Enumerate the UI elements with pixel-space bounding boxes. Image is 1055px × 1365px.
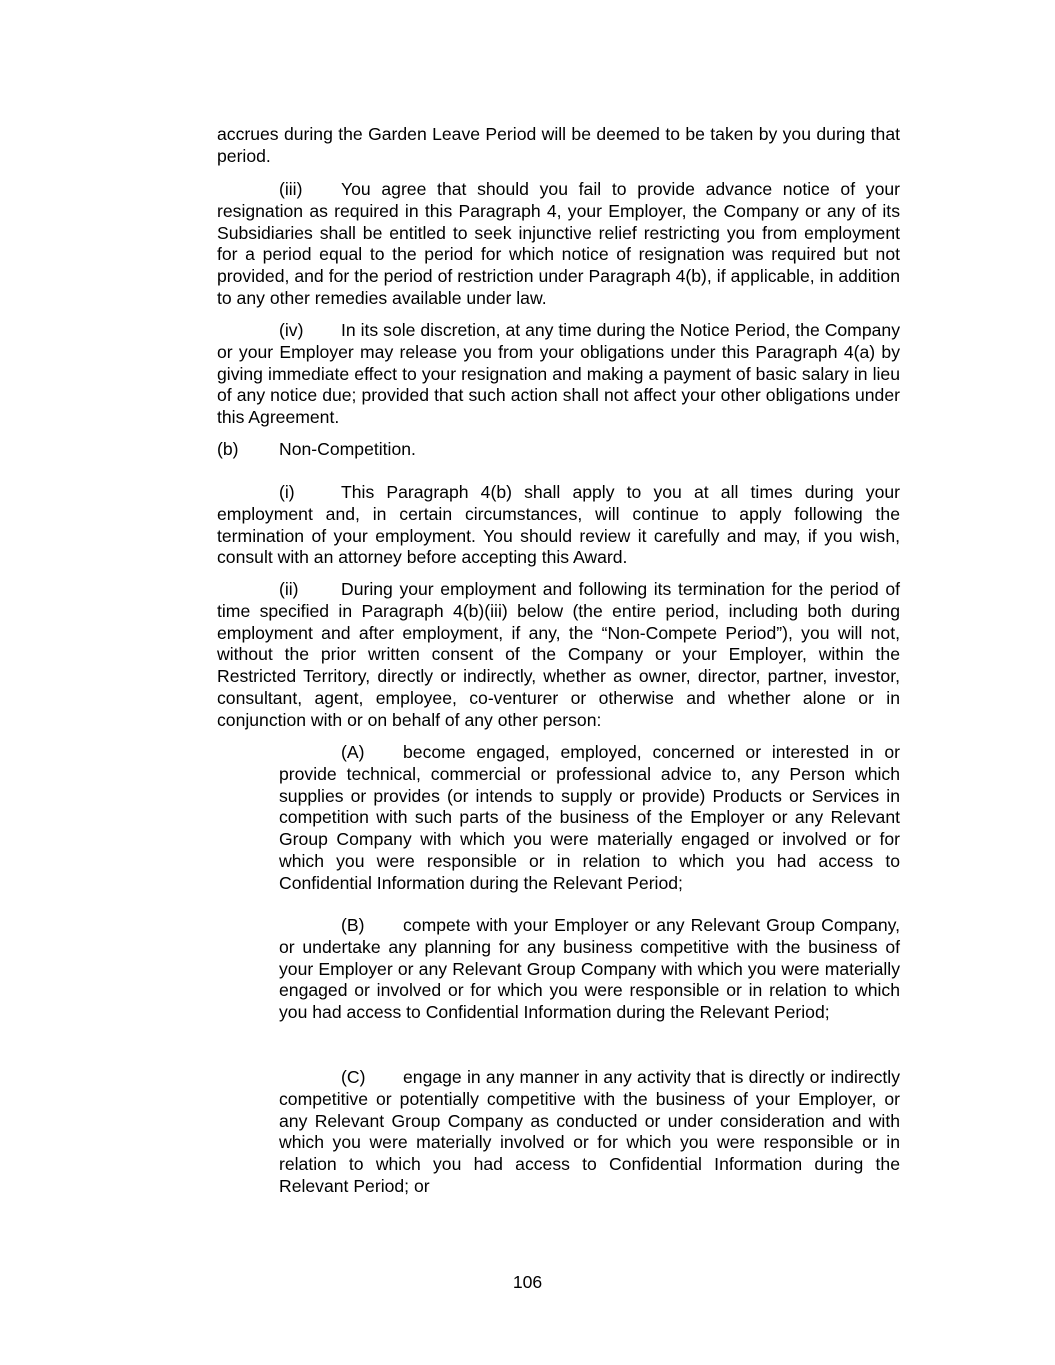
paragraph-number: (iii) [279,179,303,199]
paragraph-text: This Paragraph 4(b) shall apply to you at all times during your employment and, in certain circumstances, will continue to apply following the termination of your employment. You should review it carefully and may, if you wish, consult with an attorney before accepting this Award. [217,482,900,568]
subparagraph-text: engage in any manner in any activity that is directly or indirectly competitive or potentially competitive with the business of your Employer, or any Relevant Group Company as conducted or under consideration and with which you were materially involved or for which you were responsible or in relation to which you had access to Confidential Information during the Relevant Period; or [279,1067,900,1196]
subparagraph-A [279,742,900,895]
paragraph-number: (ii) [279,579,299,599]
paragraph-continuation [217,124,900,168]
subparagraph-text: compete with your Employer or any Relevant Group Company, or undertake any planning for any business competitive with the business of your Employer or any Relevant Group Company with which you were materially engaged or involved or for which you were responsible or in relation to which you had access to Confidential Information during the Relevant Period; [279,915,900,1023]
subparagraph-number: (B) [341,915,365,935]
paragraph-i [217,482,900,569]
paragraph-ii [217,579,900,732]
paragraph-text: During your employment and following its termination for the period of time specified in Paragraph 4(b)(iii) below (the entire period, including both during employment and after employment, if any, the “Non-Compete Period”), you will not, without the prior written consent of the Company or your Employer, within the Restricted Territory, directly or indirectly, whether as owner, director, partner, investor, consultant, agent, employee, co-venturer or otherwise and whether alone or in conjunction with or on behalf of any other person: [217,579,900,730]
section-heading-b [217,439,900,461]
paragraph-number: (iv) [279,320,304,340]
subparagraph-number: (A) [341,742,365,762]
paragraph-iii [217,179,900,310]
page-number: 106 [512,1272,543,1292]
subparagraph-B [279,915,900,1024]
subparagraph-number: (C) [341,1067,366,1087]
paragraph-text: You agree that should you fail to provide advance notice of your resignation as required in this Paragraph 4, your Employer, the Company or any of its Subsidiaries shall be entitled to seek injunctive relief restricting you from employment for a period equal to the period for which notice of resignation was required but not provided, and for the period of restriction under Paragraph 4(b), if applicable, in addition to any other remedies available under law. [217,179,900,308]
paragraph-iv [217,320,900,429]
subparagraph-text: become engaged, employed, concerned or interested in or provide technical, commercial or professional advice to, any Person which supplies or provides (or intends to supply or provide) Products or Services in competition with such parts of the business of the Employer or any Relevant Group Company with which you were materially engaged or involved or for which you were responsible or in relation to which you had access to Confidential Information during the Relevant Period; [279,742,900,893]
section-number: (b) [217,439,239,459]
paragraph-text: accrues during the Garden Leave Period will be deemed to be taken by you during that period. [217,124,900,166]
subparagraph-C [279,1067,900,1198]
paragraph-number: (i) [279,482,295,502]
section-title: Non-Competition. [279,439,416,459]
paragraph-text: In its sole discretion, at any time during the Notice Period, the Company or your Employer may release you from your obligations under this Paragraph 4(a) by giving immediate effect to your resignation and making a payment of basic salary in lieu of any notice due; provided that such action shall not affect your other obligations under this Agreement. [217,320,900,428]
